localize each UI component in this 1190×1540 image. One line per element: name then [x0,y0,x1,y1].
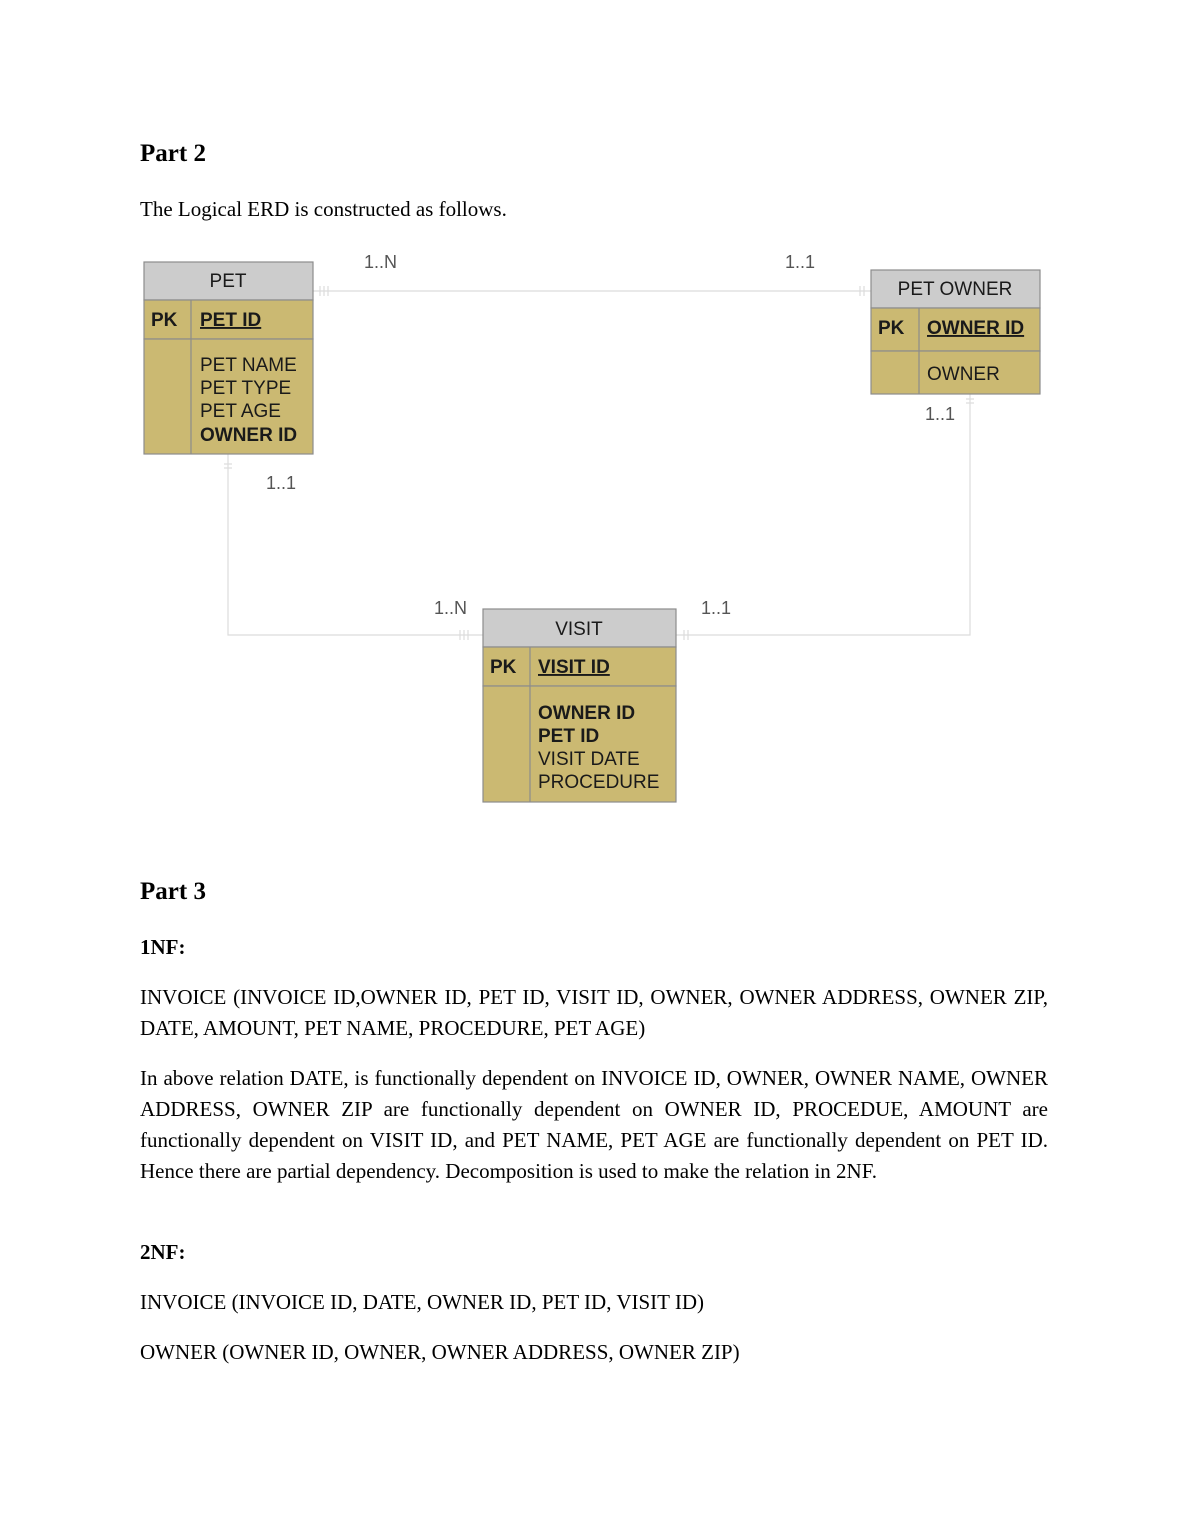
part2-intro: The Logical ERD is constructed as follows. [140,197,507,221]
nf2-heading: 2NF: [140,1240,186,1264]
nf2-invoice-relation: INVOICE (INVOICE ID, DATE, OWNER ID, PET ID, VISIT ID) [140,1290,705,1314]
owner-entity-title: PET OWNER [897,279,1013,300]
cardinality-visit-right: 1..1 [701,598,732,618]
owner-attr-owner: OWNER [927,364,1000,385]
pet-attr-owner-id: OWNER ID [200,425,298,446]
pet-pk-label: PK [151,310,178,331]
part2-heading: Part 2 [140,140,206,167]
visit-attr-visit-date: VISIT DATE [538,749,640,770]
cardinality-pet-owner-left: 1..N [364,252,398,272]
nf2-owner-relation: OWNER (OWNER ID, OWNER, OWNER ADDRESS, OWNER ZIP) [140,1340,740,1364]
pet-attr-type: PET TYPE [200,378,292,399]
pet-primary-key: PET ID [200,310,262,331]
part3-heading: Part 3 [140,878,206,905]
pet-attr-name: PET NAME [200,355,297,376]
entity-pet-owner [871,270,1040,394]
pet-entity-title: PET [209,271,247,292]
owner-pk-label: PK [878,318,905,339]
cardinality-visit-left: 1..N [434,598,468,618]
entity-pet [144,262,313,454]
visit-entity-title: VISIT [555,619,603,640]
visit-pk-label: PK [490,657,517,678]
cardinality-pet-owner-right: 1..1 [785,252,816,272]
visit-attr-procedure: PROCEDURE [538,772,660,793]
nf1-heading: 1NF: [140,935,186,959]
entity-visit [483,609,676,802]
nf1-relation: INVOICE (INVOICE ID,OWNER ID, PET ID, VISIT ID, OWNER, OWNER ADDRESS, OWNER ZIP, DATE, AMOUNT, PET NAME, PROCEDURE, PET AGE) [140,985,1048,1040]
visit-attr-pet-id: PET ID [538,726,600,747]
pet-attr-age: PET AGE [200,401,281,422]
cardinality-pet-bottom: 1..1 [266,473,297,493]
visit-attr-owner-id: OWNER ID [538,703,636,724]
owner-primary-key: OWNER ID [927,318,1025,339]
nf1-explanation: In above relation DATE, is functionally dependent on INVOICE ID, OWNER, OWNER NAME, OWNER ADDRESS, OWNER ZIP are functionally dependent on OWNER ID, PROCEDUE, AMOUNT are functionally dependent on VISIT ID, and PET NAME, PET AGE are functionally dependent on PET ID. Hence there are partial dependency. Decomposition is used to make the relation in 2NF. [140,1066,1048,1183]
cardinality-owner-bottom: 1..1 [925,404,956,424]
relationship-lines [224,286,974,640]
visit-primary-key: VISIT ID [538,657,610,678]
